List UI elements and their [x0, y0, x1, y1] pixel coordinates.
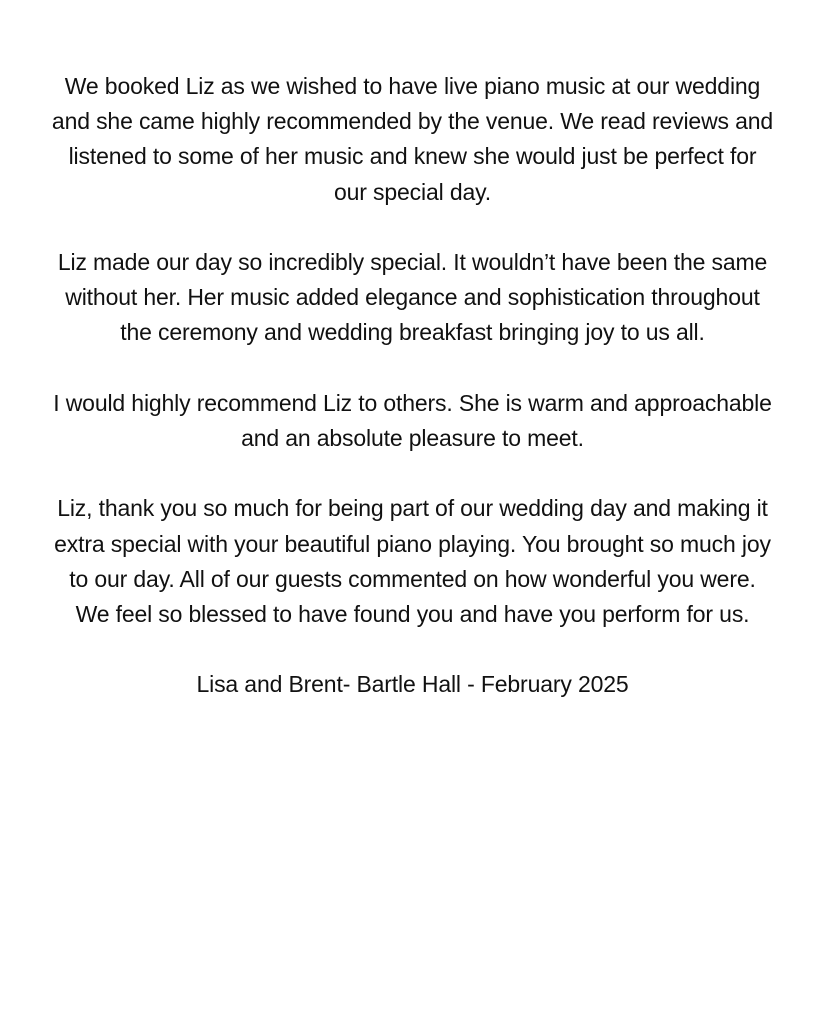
testimonial-paragraph-recommendation: I would highly recommend Liz to others. She is warm and approachable and an absolute pleasure to meet. [53, 389, 772, 451]
testimonial-paragraph-special-day: Liz made our day so incredibly special. It wouldn’t have been the same without her. Her music added elegance and sophistication throughout the ceremony and wedding breakfast bringing joy to us all. [57, 249, 768, 346]
testimonial-paragraph-thank-you: Liz, thank you so much for being part of our wedding day and making it extra special with your beautiful piano playing. You brought so much joy to our day. All of our guests commented on how wonderful you were. We feel so blessed to have found you and have you perform for us. [54, 495, 771, 627]
testimonial-signature: Lisa and Brent- Bartle Hall - February 2025 [196, 671, 629, 698]
testimonial-text-block [50, 69, 775, 703]
testimonial-paragraph-booking: We booked Liz as we wished to have live piano music at our wedding and she came highly recommended by the venue. We read reviews and listened to some of her music and knew she would just be perfect for our special day. [51, 73, 774, 205]
